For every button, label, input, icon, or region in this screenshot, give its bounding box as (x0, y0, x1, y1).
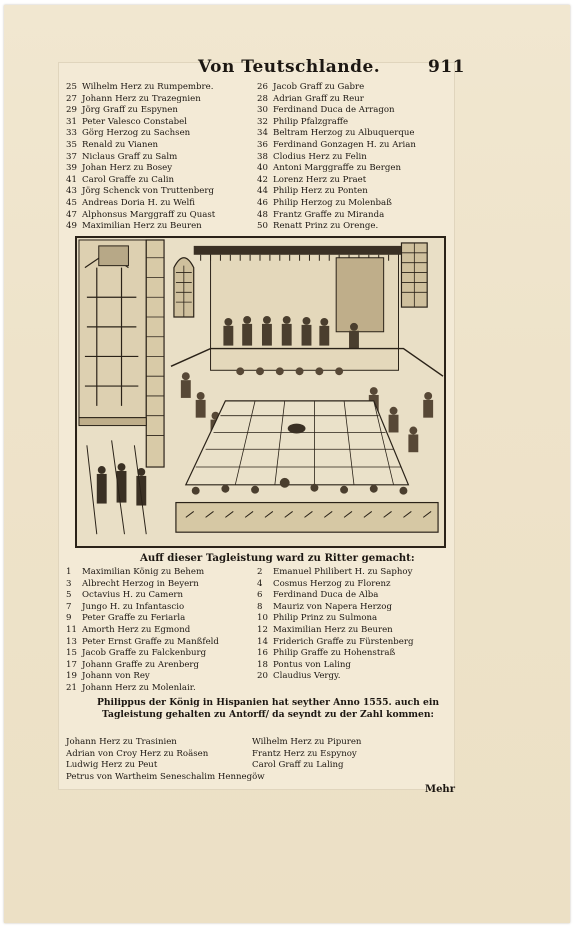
top-list-left (66, 82, 215, 233)
list-item: 6 Ferdinand Duca de Alba (257, 590, 379, 601)
list-item: 11 Amorth Herz zu Egmond (66, 624, 191, 635)
list-item: 34 Beltram Herzog zu Albuquerque (257, 128, 415, 139)
caption: Auff dieser Tagleistung ward zu Ritter gemacht: (140, 552, 415, 564)
page-number: 911 (428, 57, 465, 77)
list-item: 28 Adrian Graff zu Reur (257, 93, 364, 104)
list-item: Petrus von Wartheim Seneschalim Hennegöw (66, 771, 265, 782)
list-item: 30 Ferdinand Duca de Arragon (257, 105, 395, 116)
list-item: 12 Maximilian Herz zu Beuren (257, 624, 393, 635)
list-item: 1 Maximilian König zu Behem (66, 567, 205, 577)
list-item: 18 Pontus von Laling (257, 659, 351, 670)
list-item: Ludwig Herz zu Peut (66, 760, 158, 770)
list-item: 45 Andreas Doria H. zu Welfi (66, 197, 195, 208)
list-item: 37 Niclaus Graff zu Salm (66, 151, 178, 162)
list-item: 32 Philip Pfalzgraffe (257, 116, 349, 127)
list-item: 25 Wilhelm Herz zu Rumpembre. (66, 82, 214, 92)
final-names-left (66, 737, 265, 783)
closing-paragraph: Philippus der König in Hispanien hat seyther Anno 1555. auch ein Tagleistung gehalten zu Antorff/ da seyndt zu der Zahl kommen: (96, 697, 440, 720)
list-item: 49 Maximilian Herz zu Beuren (66, 221, 202, 232)
woodcut-scene (77, 238, 444, 546)
list-item: 41 Carol Graffe zu Calin (66, 174, 175, 185)
woodcut-illustration (75, 236, 446, 548)
bottom-list-left (66, 567, 219, 695)
list-item: 8 Mauriz von Napera Herzog (257, 601, 392, 612)
list-item: Carol Graff zu Laling (252, 760, 344, 770)
list-item: 31 Peter Valesco Constabel (66, 116, 187, 127)
list-item: 33 Görg Herzog zu Sachsen (66, 128, 191, 139)
final-names-right (252, 737, 361, 772)
list-item: 44 Philip Herz zu Ponten (257, 186, 368, 197)
list-item: 14 Friderich Graffe zu Fürstenberg (257, 636, 414, 647)
list-item: Frantz Herz zu Espynoy (252, 748, 357, 759)
page-title: Von Teutschlande. (198, 57, 381, 77)
top-list-right (257, 82, 416, 233)
list-item: 50 Renatt Prinz zu Orenge. (257, 221, 379, 232)
list-item: 46 Philip Herzog zu Molenbaß (257, 197, 392, 208)
list-item: 35 Renald zu Vianen (66, 139, 159, 150)
list-item: 21 Johann Herz zu Molenlair. (66, 682, 196, 693)
list-item: 26 Jacob Graff zu Gabre (257, 82, 365, 92)
list-item: 29 Jörg Graff zu Espynen (66, 105, 178, 116)
list-item: 15 Jacob Graffe zu Falckenburg (66, 648, 207, 659)
list-item: 13 Peter Ernst Graffe zu Manßfeld (66, 636, 219, 647)
list-item: 43 Jörg Schenck von Truttenberg (66, 186, 214, 197)
list-item: 2 Emanuel Philibert H. zu Saphoy (257, 567, 413, 577)
list-item: 40 Antoni Marggraffe zu Bergen (257, 163, 401, 174)
list-item: 7 Jungo H. zu Infantascio (66, 601, 185, 612)
list-item: Wilhelm Herz zu Pipuren (252, 737, 362, 747)
list-item: Adrian von Croy Herz zu Roäsen (66, 748, 209, 759)
catchword: Mehr (425, 784, 455, 795)
bottom-list-right (257, 567, 413, 683)
list-item: 10 Philip Prinz zu Sulmona (257, 613, 378, 624)
list-item: 38 Clodius Herz zu Felin (257, 151, 367, 162)
list-item: 3 Albrecht Herzog in Beyern (66, 578, 199, 589)
list-item: 5 Octavius H. zu Camern (66, 590, 184, 601)
list-item: 42 Lorenz Herz zu Praet (257, 174, 367, 185)
list-item: 36 Ferdinand Gonzagen H. zu Arian (257, 139, 416, 150)
list-item: 39 Johan Herz zu Bosey (66, 163, 173, 174)
list-item: 4 Cosmus Herzog zu Florenz (257, 578, 391, 589)
list-item: 20 Claudius Vergy. (257, 671, 341, 682)
list-item: 19 Johann von Rey (66, 671, 150, 682)
list-item: 47 Alphonsus Marggraff zu Quast (66, 209, 216, 220)
list-item: 16 Philip Graffe zu Hohenstraß (257, 648, 396, 659)
list-item: 48 Frantz Graffe zu Miranda (257, 209, 385, 220)
list-item: 9 Peter Graffe zu Feriarla (66, 613, 186, 624)
list-item: 17 Johann Graffe zu Arenberg (66, 659, 200, 670)
list-item: 27 Johann Herz zu Trazegnien (66, 93, 201, 104)
list-item: Johann Herz zu Trasinien (66, 737, 177, 747)
